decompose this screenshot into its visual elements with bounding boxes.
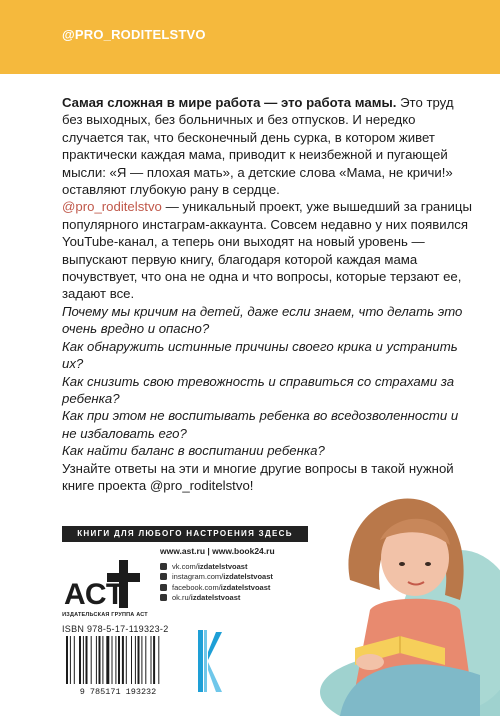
barcode-bar xyxy=(118,636,120,684)
barcode-bar xyxy=(112,636,113,684)
social-prefix: vk.com/ xyxy=(172,561,198,571)
barcode-bars xyxy=(66,636,159,684)
k-publisher-logo xyxy=(196,628,224,694)
barcode-bar xyxy=(153,636,155,684)
lead-sentence: Самая сложная в мире работа — это работа мамы. xyxy=(62,95,397,110)
question-5: Как найти баланс в воспитании ребенка? xyxy=(62,443,325,459)
question-1: Почему мы кричим на детей, даже если знаем, что делать это очень вредно и опасно? xyxy=(62,303,463,337)
barcode-bar xyxy=(74,636,75,684)
mother-reading-illustration xyxy=(310,460,500,716)
eye-right xyxy=(425,562,431,566)
barcode-bar xyxy=(145,636,146,684)
barcode-bar xyxy=(151,636,152,684)
social-handle: izdatelstvoast xyxy=(197,561,248,571)
closing-paragraph: Узнайте ответы на эти и многие другие вопросы в такой нужной книге проекта @pro_roditelstvo! xyxy=(62,460,454,493)
social-prefix: facebook.com/ xyxy=(172,582,221,592)
barcode xyxy=(62,636,174,696)
barcode-bar xyxy=(70,636,71,684)
publisher-name: ИЗДАТЕЛЬСКАЯ ГРУППА АСТ xyxy=(62,612,148,618)
social-handle: izdatelstvoast xyxy=(223,572,273,582)
barcode-bar xyxy=(131,636,132,684)
header-handle: @PRO_RODITELSTVO xyxy=(62,27,206,42)
barcode-bar xyxy=(138,636,140,684)
project-rest: — уникальный проект, уже вышедший за границы популярного инстаграм-аккаунта. Совсем недавно у них появился YouTube-канал, а теперь они выходят на новый уровень — выпускают первую книгу, благодаря которой каждая мама почувствует, что она не одна и что вопросы, которые терзают ее, задают все. xyxy=(62,199,472,302)
odnoklassniki-icon xyxy=(160,594,167,601)
paragraph-project xyxy=(62,198,472,302)
barcode-digits: 9 785171 193232 xyxy=(79,687,157,696)
social-prefix: ok.ru/ xyxy=(172,593,191,603)
back-cover-text xyxy=(62,94,472,494)
isbn-label: ISBN 978-5-17-119323-2 xyxy=(62,624,169,634)
ast-logo xyxy=(62,556,142,612)
barcode-bar xyxy=(122,636,124,684)
question-4: Как при этом не воспитывать ребенка во вседозволенности и не избаловать его? xyxy=(62,408,459,441)
tagline-bar: КНИГИ ДЛЯ ЛЮБОГО НАСТРОЕНИЯ ЗДЕСЬ xyxy=(62,526,308,542)
barcode-bar xyxy=(99,636,101,684)
ast-logo-text: АСТ xyxy=(64,578,125,611)
hand xyxy=(356,654,384,670)
project-handle: @pro_roditelstvo xyxy=(62,199,162,215)
barcode-bar xyxy=(158,636,159,684)
barcode-bar xyxy=(91,636,92,684)
barcode-bar xyxy=(102,636,103,684)
question-3: Как снизить свою тревожность и справиться со страхами за ребенка? xyxy=(62,373,455,406)
barcode-bar xyxy=(135,636,136,684)
barcode-bar xyxy=(79,636,81,684)
instagram-icon xyxy=(160,573,167,580)
social-handle: izdatelstvoast xyxy=(190,593,241,603)
intro-rest: Это труд без выходных, без больничных и без отпусков. И нередко случается так, что бесконечный день сурка, в котором живет практически каждая мама, приводит к неизбежной и пугающей мысли: «Я — плохая мать», а детские слова «Мама, не кричи!» оставляют глубокую рану в сердце. xyxy=(62,95,454,198)
barcode-bar xyxy=(106,636,109,684)
publisher-sites: www.ast.ru | www.book24.ru xyxy=(160,546,275,556)
barcode-bar xyxy=(126,636,127,684)
barcode-bar xyxy=(66,636,68,684)
vk-icon xyxy=(160,563,167,570)
barcode-bar xyxy=(115,636,116,684)
facebook-icon xyxy=(160,584,167,591)
eye-left xyxy=(399,562,405,566)
barcode-bar xyxy=(86,636,88,684)
barcode-bar xyxy=(83,636,84,684)
social-handle: izdatelstvoast xyxy=(220,582,271,592)
paragraph-intro xyxy=(62,94,472,198)
barcode-bar xyxy=(96,636,97,684)
barcode-bar xyxy=(141,636,142,684)
question-2: Как обнаружить истинные причины своего крика и устранить их? xyxy=(62,338,458,372)
social-prefix: instagram.com/ xyxy=(172,572,224,582)
